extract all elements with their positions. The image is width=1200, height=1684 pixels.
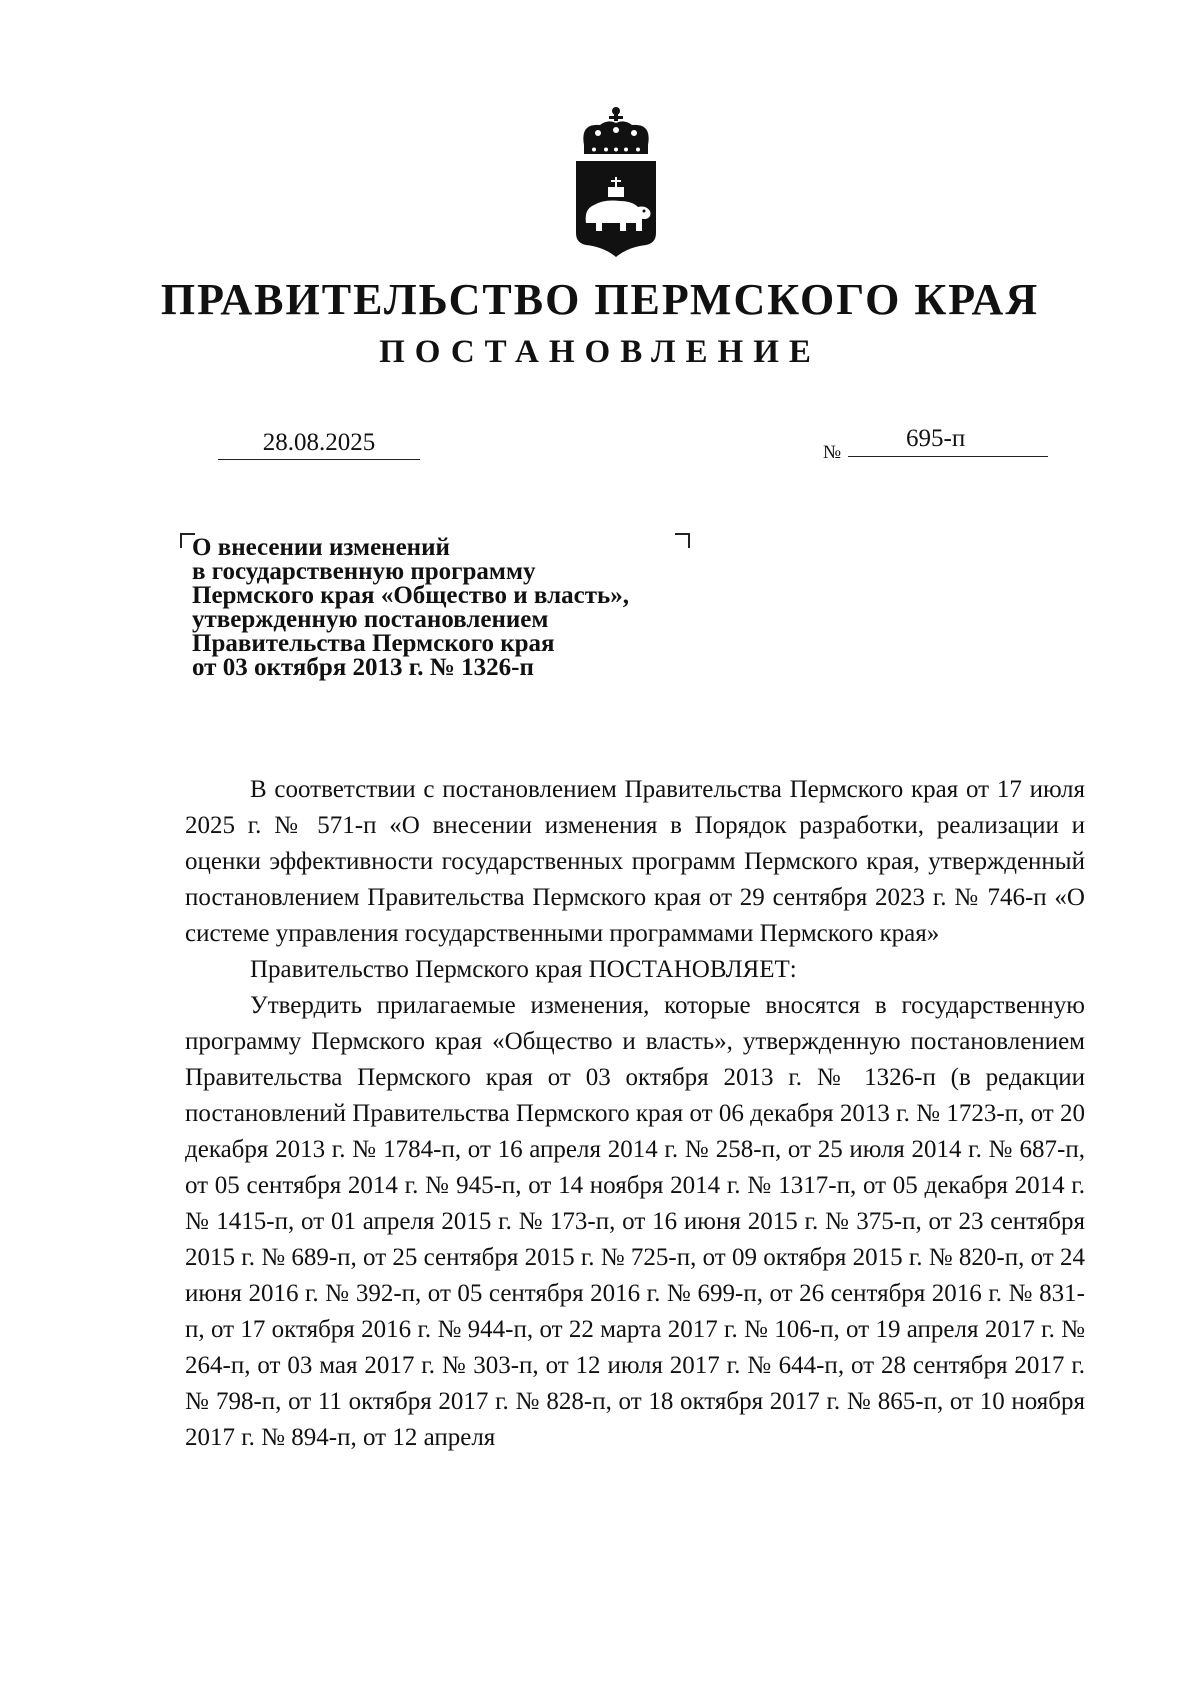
coat-of-arms-icon	[570, 105, 662, 257]
document-number: 695-п	[906, 425, 966, 452]
document-body	[185, 772, 1085, 1456]
body-paragraph-preamble: В соответствии с постановлением Правительства Пермского края от 17 июля 2025 г. № 571-п «О внесении изменения в Порядок разработки, реализации и оценки эффективности государственных программ Пермского края, утвержденный постановлением Правительства Пермского края от 29 сентября 2023 г. № 746-п «О системе управления государственными программами Пермского края»	[185, 776, 1085, 947]
subject-line: Правительства Пермского края	[192, 630, 555, 657]
document-subject	[192, 536, 712, 680]
document-number-field	[848, 424, 1048, 457]
subject-line: от 03 октября 2013 г. № 1326-п	[192, 654, 534, 681]
document-date: 28.08.2025	[218, 428, 420, 460]
number-label: №	[823, 442, 842, 463]
body-paragraph-approve: Утвердить прилагаемые изменения, которые вносятся в государственную программу Пермского края «Общество и власть», утвержденную постановлением Правительства Пермского края от 03 октября 2013 г. № 1326-п (в редакции постановлений Правительства Пермского края от 06 декабря 2013 г. № 1723-п, от 20 декабря 2013 г. № 1784-п, от 16 апреля 2014 г. № 258-п, от 25 июля 2014 г. № 687-п, от 05 сентября 2014 г. № 945-п, от 14 ноября 2014 г. № 1317-п, от 05 декабря 2014 г. № 1415-п, от 01 апреля 2015 г. № 173-п, от 16 июня 2015 г. № 375-п, от 23 сентября 2015 г. № 689-п, от 25 сентября 2015 г. № 725-п, от 09 октября 2015 г. № 820-п, от 24 июня 2016 г. № 392-п, от 05 сентября 2016 г. № 699-п, от 26 сентября 2016 г. № 831-п, от 17 октября 2016 г. № 944-п, от 22 марта 2017 г. № 106-п, от 19 апреля 2017 г. № 264-п, от 03 мая 2017 г. № 303-п, от 12 июля 2017 г. № 644-п, от 28 сентября 2017 г. № 798-п, от 11 октября 2017 г. № 828-п, от 18 октября 2017 г. № 865-п, от 10 ноября 2017 г. № 894-п, от 12 апреля	[185, 992, 1085, 1451]
subject-line: в государственную программу	[192, 558, 536, 585]
body-paragraph-resolves: Правительство Пермского края ПОСТАНОВЛЯЕТ:	[250, 956, 797, 983]
government-title: ПРАВИТЕЛЬСТВО ПЕРМСКОГО КРАЯ	[160, 275, 1040, 324]
subject-line: утвержденную постановлением	[192, 606, 549, 633]
subject-line: Пермского края «Общество и власть»,	[192, 582, 629, 609]
subject-line: О внесении изменений	[192, 534, 450, 561]
document-type-heading: ПОСТАНОВЛЕНИЕ	[379, 334, 821, 370]
